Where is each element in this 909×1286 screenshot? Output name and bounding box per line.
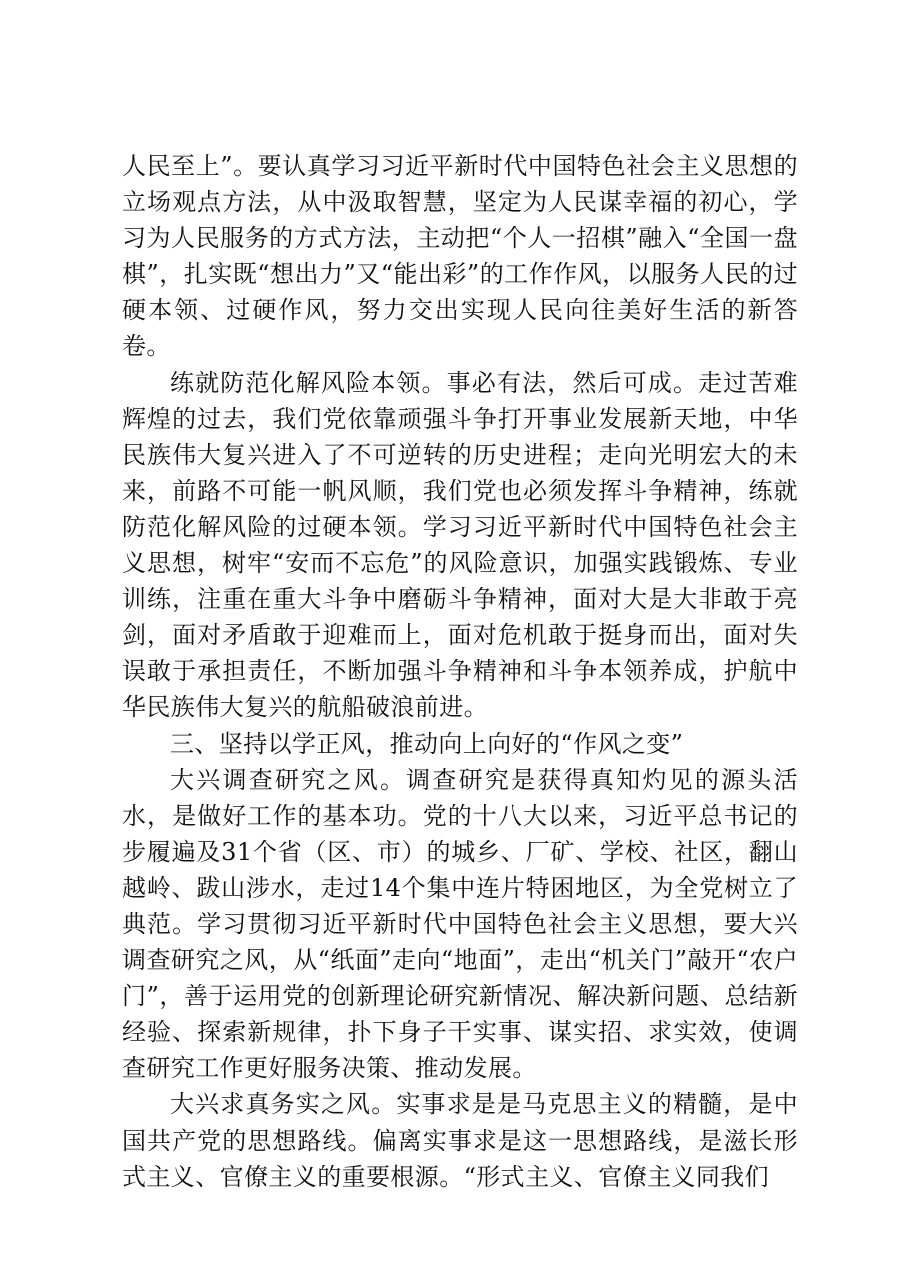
document-body (122, 148, 798, 1195)
paragraph-investigation-research: 大兴调查研究之风。调查研究是获得真知灼见的源头活水，是做好工作的基本功。党的十八大以来，习近平总书记的步履遍及31个省（区、市）的城乡、厂矿、学校、社区，翻山越岭、跋山涉水，走过14个集中连片特困地区，为全党树立了典范。学习贯彻习近平新时代中国特色社会主义思想，要大兴调查研究之风，从“纸面”走向“地面”，走出“机关门”敲开“农户门”，善于运用党的创新理论研究新情况、解决新问题、总结新经验、探索新规律，扑下身子干实事、谋实招、求实效，使调查研究工作更好服务决策、推动发展。 (122, 765, 798, 1083)
paragraph-truth-seeking: 大兴求真务实之风。实事求是是马克思主义的精髓，是中国共产党的思想路线。偏离实事求是这一思想路线，是滋长形式主义、官僚主义的重要根源。“形式主义、官僚主义同我们 (122, 1090, 798, 1191)
paragraph-continued: 人民至上”。要认真学习习近平新时代中国特色社会主义思想的立场观点方法，从中汲取智慧，坚定为人民谋幸福的初心，学习为人民服务的方式方法，主动把“个人一招棋”融入“全国一盘棋”，扎实既“想出力”又“能出彩”的工作作风，以服务人民的过硬本领、过硬作风，努力交出实现人民向往美好生活的新答卷。 (122, 152, 798, 361)
paragraph-risk-prevention: 练就防范化解风险本领。事必有法，然后可成。走过苦难辉煌的过去，我们党依靠顽强斗争打开事业发展新天地，中华民族伟大复兴进入了不可逆转的历史进程；走向光明宏大的未来，前路不可能一帆风顺，我们党也必须发挥斗争精神，练就防范化解风险的过硬本领。学习习近平新时代中国特色社会主义思想，树牢“安而不忘危”的风险意识，加强实践锻炼、专业训练，注重在重大斗争中磨砺斗争精神，面对大是大非敢于亮剑，面对矛盾敢于迎难而上，面对危机敢于挺身而出，面对失误敢于承担责任，不断加强斗争精神和斗争本领养成，护航中华民族伟大复兴的航船破浪前进。 (122, 368, 798, 722)
section-heading: 三、坚持以学正风，推动向上向好的“作风之变” (170, 729, 684, 758)
